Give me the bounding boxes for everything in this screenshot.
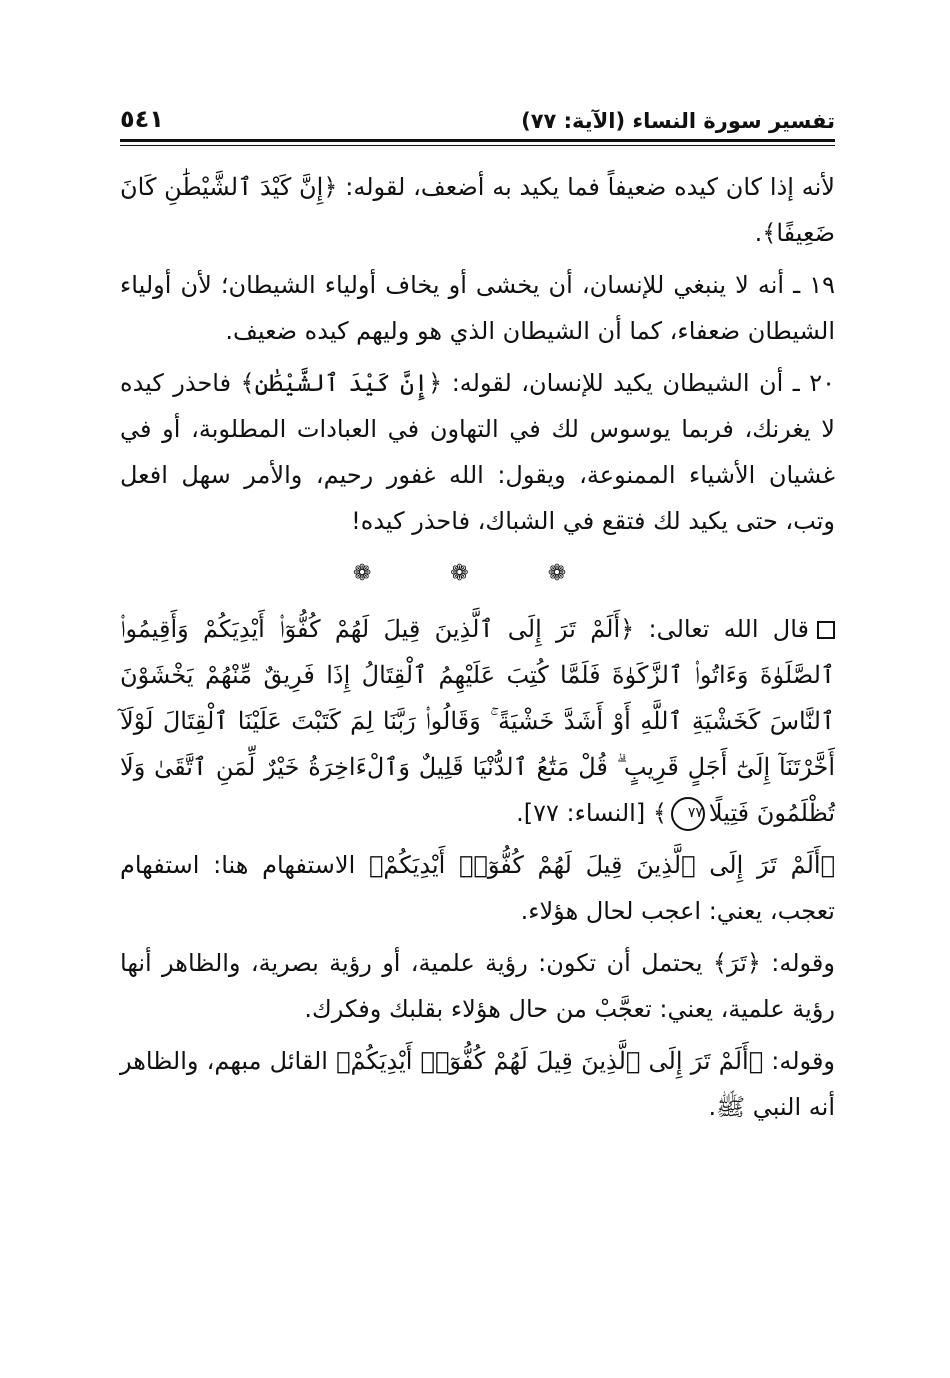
paragraph-6 xyxy=(120,940,835,1032)
verse-number-marker: ٧٧ xyxy=(671,797,705,831)
paragraph-3 xyxy=(120,360,835,544)
paragraph-5-text: الاستفهام هنا: استفهام تعجب، يعني: اعجب لحال هؤلاء. xyxy=(120,851,835,925)
paragraph-1-end: . xyxy=(754,219,763,247)
paragraph-4 xyxy=(120,606,835,836)
paragraph-7 xyxy=(120,1038,835,1130)
paragraph-7-text: القائل مبهم، والظاهر أنه النبي ﷺ. xyxy=(120,1047,835,1121)
page-body xyxy=(120,164,835,1130)
paragraph-6-text: يحتمل أن تكون: رؤية علمية، أو رؤية بصرية، والظاهر أنها رؤية علمية، يعني: تعجَّبْ من حال هؤلاء بقلبك وفكرك. xyxy=(120,949,835,1023)
paragraph-5 xyxy=(120,842,835,934)
paragraph-7-start: وقوله: xyxy=(763,1047,836,1075)
paragraph-6-ayah: ﴿تَرَ﴾ xyxy=(712,949,761,977)
paragraph-2: ١٩ ـ أنه لا ينبغي للإنسان، أن يخشى أو يخاف أولياء الشيطان؛ لأن أولياء الشيطان ضعفاء، كما أن الشيطان الذي هو وليهم كيده ضعيف. xyxy=(120,271,835,345)
book-page xyxy=(120,95,835,1136)
paragraph-1-text: لأنه إذا كان كيده ضعيفاً فما يكيد به أضعف، لقوله: xyxy=(337,173,835,201)
paragraph-4-end: ﴾ [النساء: ٧٧]. xyxy=(516,799,667,827)
paragraph-6-start: وقوله: xyxy=(760,949,835,977)
paragraph-3-start: ٢٠ ـ أن الشيطان يكيد للإنسان، لقوله: xyxy=(442,369,836,397)
paragraph-4-start: قال الله تعالى: xyxy=(634,615,810,643)
paragraph-1-ayah: ﴿إِنَّ كَيْدَ ٱلشَّيْطَٰنِ كَانَ ضَعِيفًا﴾ xyxy=(120,173,835,247)
running-title: تفسير سورة النساء (الآية: ٧٧) xyxy=(521,109,835,133)
section-divider-stars: ❁ ❁ ❁ xyxy=(352,561,603,586)
paragraph-1 xyxy=(120,164,835,256)
paragraph-5-ayah: ﴿أَلَمْ تَرَ إِلَى ٱلَّذِينَ قِيلَ لَهُمْ كُفُّوٓا۟ أَيْدِيَكُمْ﴾ xyxy=(369,851,836,879)
paragraph-4-ayah: ﴿أَلَمْ تَرَ إِلَى ٱلَّذِينَ قِيلَ لَهُمْ كُفُّوٓا۟ أَيْدِيَكُمْ وَأَقِيمُوا۟ ٱلصَّلَوٰةَ وَءَاتُوا۟ ٱلزَّكَوٰةَ فَلَمَّا كُتِبَ عَلَيْهِمُ ٱلْقِتَالُ إِذَا فَرِيقٌ مِّنْهُمْ يَخْشَوْنَ ٱلنَّاسَ كَخَشْيَةِ ٱللَّهِ أَوْ أَشَدَّ خَشْيَةً ۚ وَقَالُوا۟ رَبَّنَا لِمَ كَتَبْتَ عَلَيْنَا ٱلْقِتَالَ لَوْلَآ أَخَّرْتَنَآ إِلَىٰٓ أَجَلٍ قَرِيبٍ ۗ قُلْ مَتَٰعُ ٱلدُّنْيَا قَلِيلٌ وَٱلْءَاخِرَةُ خَيْرٌ لِّمَنِ ٱتَّقَىٰ وَلَا تُظْلَمُونَ فَتِيلًا xyxy=(120,615,835,827)
paragraph-7-ayah: ﴿أَلَمْ تَرَ إِلَى ٱلَّذِينَ قِيلَ لَهُمْ كُفُّوٓا۟ أَيْدِيَكُمْ﴾ xyxy=(336,1047,764,1075)
page-number: ٥٤١ xyxy=(120,105,164,133)
header-rule xyxy=(120,139,835,146)
paragraph-3-end: فاحذر كيده لا يغرنك، فربما يوسوس لك في التهاون في العبادات المطلوبة، أو في غشيان الأشياء الممنوعة، ويقول: الله غفور رحيم، والأمر سهل افعل وتب، حتى يكيد لك فتقع في الشباك، فاحذر كيده! xyxy=(120,369,835,535)
page-header xyxy=(120,95,835,133)
square-bullet-icon xyxy=(817,621,835,639)
paragraph-3-ayah: ﴿إِنَّ كَيْدَ ٱلشَّيْطَٰنِ﴾ xyxy=(240,369,443,397)
